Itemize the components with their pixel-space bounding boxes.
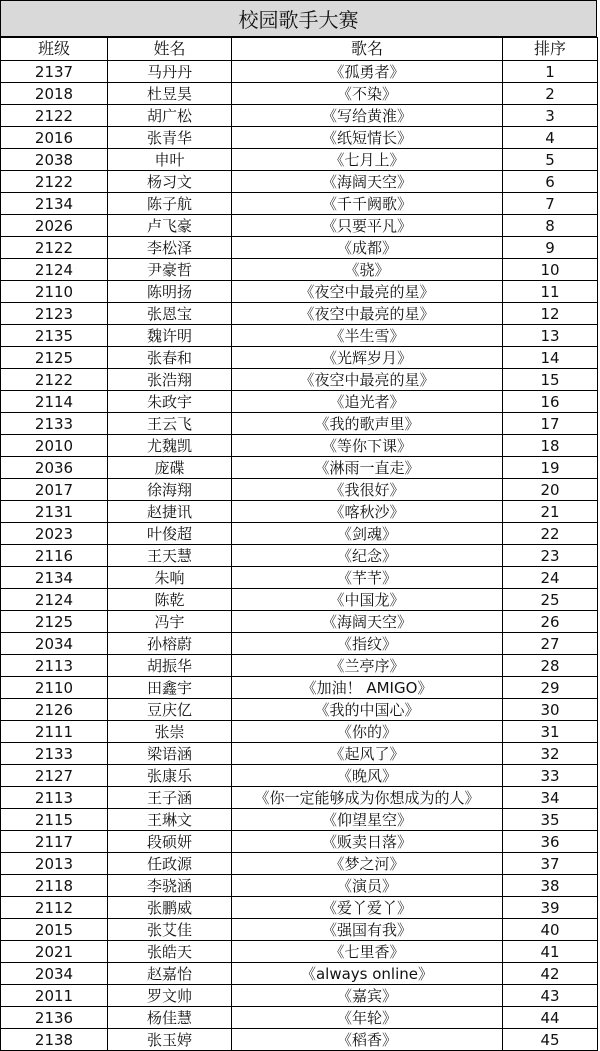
- table-row: [1, 193, 598, 215]
- table-row: [1, 457, 598, 479]
- table-row: [1, 105, 598, 127]
- cell-class: 2110: [1, 677, 108, 699]
- cell-order: 30: [503, 699, 598, 721]
- cell-name: 王天慧: [108, 545, 232, 567]
- table-row: [1, 325, 598, 347]
- cell-order: 14: [503, 347, 598, 369]
- cell-order: 25: [503, 589, 598, 611]
- cell-class: 2115: [1, 809, 108, 831]
- cell-class: 2111: [1, 721, 108, 743]
- cell-order: 21: [503, 501, 598, 523]
- cell-class: 2117: [1, 831, 108, 853]
- table-row: [1, 149, 598, 171]
- table-row: [1, 545, 598, 567]
- cell-class: 2113: [1, 655, 108, 677]
- cell-name: 朱政宇: [108, 391, 232, 413]
- cell-song: 《追光者》: [232, 391, 503, 413]
- table-row: [1, 347, 598, 369]
- cell-name: 杨习文: [108, 171, 232, 193]
- cell-name: 张鹏威: [108, 897, 232, 919]
- header-class: 班级: [1, 38, 108, 61]
- sheet-title: 校园歌手大赛: [0, 0, 597, 37]
- table-row: [1, 765, 598, 787]
- cell-order: 6: [503, 171, 598, 193]
- cell-song: 《剑魂》: [232, 523, 503, 545]
- cell-name: 胡振华: [108, 655, 232, 677]
- cell-song: 《淋雨一直走》: [232, 457, 503, 479]
- cell-order: 43: [503, 985, 598, 1007]
- cell-name: 罗文帅: [108, 985, 232, 1007]
- cell-song: 《起风了》: [232, 743, 503, 765]
- cell-class: 2113: [1, 787, 108, 809]
- cell-song: 《嘉宾》: [232, 985, 503, 1007]
- cell-class: 2134: [1, 567, 108, 589]
- table-row: [1, 721, 598, 743]
- cell-name: 卢飞豪: [108, 215, 232, 237]
- cell-song: 《千千阙歌》: [232, 193, 503, 215]
- cell-name: 孙榕蔚: [108, 633, 232, 655]
- cell-class: 2137: [1, 61, 108, 83]
- table-row: [1, 215, 598, 237]
- cell-order: 22: [503, 523, 598, 545]
- cell-class: 2122: [1, 237, 108, 259]
- cell-order: 34: [503, 787, 598, 809]
- cell-order: 32: [503, 743, 598, 765]
- cell-name: 陈明扬: [108, 281, 232, 303]
- cell-name: 王子涵: [108, 787, 232, 809]
- cell-song: 《等你下课》: [232, 435, 503, 457]
- cell-song: 《海阔天空》: [232, 171, 503, 193]
- cell-class: 2017: [1, 479, 108, 501]
- cell-class: 2116: [1, 545, 108, 567]
- cell-class: 2018: [1, 83, 108, 105]
- cell-name: 王云飞: [108, 413, 232, 435]
- cell-order: 13: [503, 325, 598, 347]
- cell-order: 27: [503, 633, 598, 655]
- table-row: [1, 1029, 598, 1051]
- cell-class: 2034: [1, 633, 108, 655]
- cell-class: 2125: [1, 611, 108, 633]
- cell-name: 张艾佳: [108, 919, 232, 941]
- cell-class: 2015: [1, 919, 108, 941]
- cell-class: 2122: [1, 171, 108, 193]
- cell-order: 39: [503, 897, 598, 919]
- table-row: [1, 259, 598, 281]
- cell-song: 《夜空中最亮的星》: [232, 281, 503, 303]
- cell-class: 2016: [1, 127, 108, 149]
- cell-class: 2034: [1, 963, 108, 985]
- cell-name: 杜昱昊: [108, 83, 232, 105]
- cell-name: 田鑫宇: [108, 677, 232, 699]
- cell-name: 张浩翔: [108, 369, 232, 391]
- cell-song: 《纪念》: [232, 545, 503, 567]
- cell-order: 7: [503, 193, 598, 215]
- cell-class: 2126: [1, 699, 108, 721]
- table-row: [1, 875, 598, 897]
- cell-class: 2124: [1, 259, 108, 281]
- cell-song: 《骁》: [232, 259, 503, 281]
- cell-name: 豆庆亿: [108, 699, 232, 721]
- cell-name: 王琳文: [108, 809, 232, 831]
- cell-name: 张青华: [108, 127, 232, 149]
- cell-order: 16: [503, 391, 598, 413]
- table-row: [1, 677, 598, 699]
- table-row: [1, 589, 598, 611]
- cell-order: 35: [503, 809, 598, 831]
- cell-class: 2135: [1, 325, 108, 347]
- cell-song: 《兰亭序》: [232, 655, 503, 677]
- table-row: [1, 83, 598, 105]
- cell-name: 庞碟: [108, 457, 232, 479]
- cell-name: 张恩宝: [108, 303, 232, 325]
- cell-class: 2127: [1, 765, 108, 787]
- cell-name: 李骁涵: [108, 875, 232, 897]
- cell-class: 2114: [1, 391, 108, 413]
- cell-name: 朱响: [108, 567, 232, 589]
- cell-class: 2021: [1, 941, 108, 963]
- cell-order: 29: [503, 677, 598, 699]
- cell-name: 张康乐: [108, 765, 232, 787]
- cell-name: 徐海翔: [108, 479, 232, 501]
- cell-name: 段硕妍: [108, 831, 232, 853]
- table-row: [1, 633, 598, 655]
- cell-name: 杨佳慧: [108, 1007, 232, 1029]
- cell-name: 冯宇: [108, 611, 232, 633]
- cell-song: 《芊芊》: [232, 567, 503, 589]
- cell-name: 张春和: [108, 347, 232, 369]
- cell-class: 2124: [1, 589, 108, 611]
- cell-class: 2131: [1, 501, 108, 523]
- table-row: [1, 237, 598, 259]
- cell-order: 15: [503, 369, 598, 391]
- cell-song: 《喀秋沙》: [232, 501, 503, 523]
- cell-name: 张崇: [108, 721, 232, 743]
- cell-song: 《孤勇者》: [232, 61, 503, 83]
- cell-song: 《半生雪》: [232, 325, 503, 347]
- cell-order: 17: [503, 413, 598, 435]
- cell-order: 38: [503, 875, 598, 897]
- header-order: 排序: [503, 38, 598, 61]
- cell-song: 《梦之河》: [232, 853, 503, 875]
- cell-song: 《中国龙》: [232, 589, 503, 611]
- cell-song: 《稻香》: [232, 1029, 503, 1051]
- cell-class: 2011: [1, 985, 108, 1007]
- cell-order: 26: [503, 611, 598, 633]
- cell-song: 《夜空中最亮的星》: [232, 369, 503, 391]
- table-row: [1, 523, 598, 545]
- cell-class: 2112: [1, 897, 108, 919]
- cell-class: 2136: [1, 1007, 108, 1029]
- cell-name: 叶俊超: [108, 523, 232, 545]
- table-body: [1, 61, 598, 1051]
- cell-order: 8: [503, 215, 598, 237]
- cell-name: 任政源: [108, 853, 232, 875]
- cell-order: 5: [503, 149, 598, 171]
- cell-name: 张玉婷: [108, 1029, 232, 1051]
- cell-name: 陈乾: [108, 589, 232, 611]
- cell-order: 20: [503, 479, 598, 501]
- cell-name: 胡广松: [108, 105, 232, 127]
- cell-song: 《我很好》: [232, 479, 503, 501]
- table-row: [1, 655, 598, 677]
- cell-class: 2026: [1, 215, 108, 237]
- table-row: [1, 127, 598, 149]
- cell-order: 24: [503, 567, 598, 589]
- cell-song: 《光辉岁月》: [232, 347, 503, 369]
- table-row: [1, 897, 598, 919]
- cell-name: 魏许明: [108, 325, 232, 347]
- cell-name: 陈子航: [108, 193, 232, 215]
- cell-song: 《你一定能够成为你想成为的人》: [232, 787, 503, 809]
- cell-order: 37: [503, 853, 598, 875]
- table-row: [1, 699, 598, 721]
- cell-order: 31: [503, 721, 598, 743]
- cell-song: 《贩卖日落》: [232, 831, 503, 853]
- cell-order: 10: [503, 259, 598, 281]
- cell-order: 9: [503, 237, 598, 259]
- table-row: [1, 941, 598, 963]
- table-row: [1, 743, 598, 765]
- table-row: [1, 391, 598, 413]
- cell-song: 《仰望星空》: [232, 809, 503, 831]
- cell-song: 《海阔天空》: [232, 611, 503, 633]
- table-row: [1, 985, 598, 1007]
- cell-order: 28: [503, 655, 598, 677]
- cell-song: 《我的歌声里》: [232, 413, 503, 435]
- cell-class: 2133: [1, 743, 108, 765]
- table-row: [1, 413, 598, 435]
- table-row: [1, 1007, 598, 1029]
- cell-song: 《七月上》: [232, 149, 503, 171]
- cell-song: 《演员》: [232, 875, 503, 897]
- cell-class: 2010: [1, 435, 108, 457]
- cell-song: 《晚风》: [232, 765, 503, 787]
- cell-class: 2038: [1, 149, 108, 171]
- contestant-table: [0, 37, 598, 1051]
- cell-name: 赵捷讯: [108, 501, 232, 523]
- table-row: [1, 919, 598, 941]
- table-row: [1, 853, 598, 875]
- table-row: [1, 479, 598, 501]
- table-row: [1, 435, 598, 457]
- cell-name: 李松泽: [108, 237, 232, 259]
- cell-name: 申叶: [108, 149, 232, 171]
- table-row: [1, 369, 598, 391]
- cell-order: 19: [503, 457, 598, 479]
- cell-name: 尤魏凯: [108, 435, 232, 457]
- table-row: [1, 831, 598, 853]
- cell-order: 45: [503, 1029, 598, 1051]
- cell-class: 2123: [1, 303, 108, 325]
- cell-song: 《强国有我》: [232, 919, 503, 941]
- cell-song: 《夜空中最亮的星》: [232, 303, 503, 325]
- cell-order: 2: [503, 83, 598, 105]
- table-row: [1, 171, 598, 193]
- cell-song: 《不染》: [232, 83, 503, 105]
- table-row: [1, 787, 598, 809]
- cell-song: 《年轮》: [232, 1007, 503, 1029]
- cell-order: 33: [503, 765, 598, 787]
- cell-class: 2023: [1, 523, 108, 545]
- cell-order: 12: [503, 303, 598, 325]
- cell-class: 2133: [1, 413, 108, 435]
- cell-song: 《只要平凡》: [232, 215, 503, 237]
- cell-name: 梁语涵: [108, 743, 232, 765]
- cell-order: 36: [503, 831, 598, 853]
- cell-class: 2134: [1, 193, 108, 215]
- cell-order: 44: [503, 1007, 598, 1029]
- header-song: 歌名: [232, 38, 503, 61]
- table-row: [1, 611, 598, 633]
- cell-song: 《纸短情长》: [232, 127, 503, 149]
- cell-song: 《七里香》: [232, 941, 503, 963]
- cell-song: 《你的》: [232, 721, 503, 743]
- cell-class: 2125: [1, 347, 108, 369]
- cell-order: 4: [503, 127, 598, 149]
- cell-order: 18: [503, 435, 598, 457]
- table-row: [1, 963, 598, 985]
- cell-song: 《写给黄淮》: [232, 105, 503, 127]
- table-row: [1, 567, 598, 589]
- header-row: [1, 38, 598, 61]
- cell-class: 2138: [1, 1029, 108, 1051]
- cell-class: 2118: [1, 875, 108, 897]
- cell-order: 42: [503, 963, 598, 985]
- cell-name: 赵嘉怡: [108, 963, 232, 985]
- cell-class: 2122: [1, 105, 108, 127]
- cell-order: 41: [503, 941, 598, 963]
- table-row: [1, 809, 598, 831]
- cell-song: 《我的中国心》: [232, 699, 503, 721]
- cell-class: 2122: [1, 369, 108, 391]
- table-row: [1, 281, 598, 303]
- cell-song: 《always online》: [232, 963, 503, 985]
- cell-order: 23: [503, 545, 598, 567]
- cell-order: 1: [503, 61, 598, 83]
- cell-song: 《爱丫爱丫》: [232, 897, 503, 919]
- cell-song: 《成都》: [232, 237, 503, 259]
- cell-order: 11: [503, 281, 598, 303]
- table-row: [1, 501, 598, 523]
- cell-order: 3: [503, 105, 598, 127]
- cell-class: 2036: [1, 457, 108, 479]
- cell-name: 马丹丹: [108, 61, 232, 83]
- table-row: [1, 303, 598, 325]
- header-name: 姓名: [108, 38, 232, 61]
- cell-class: 2110: [1, 281, 108, 303]
- table-row: [1, 61, 598, 83]
- cell-name: 张皓天: [108, 941, 232, 963]
- cell-order: 40: [503, 919, 598, 941]
- cell-name: 尹豪哲: [108, 259, 232, 281]
- cell-song: 《指纹》: [232, 633, 503, 655]
- cell-class: 2013: [1, 853, 108, 875]
- cell-song: 《加油！ AMIGO》: [232, 677, 503, 699]
